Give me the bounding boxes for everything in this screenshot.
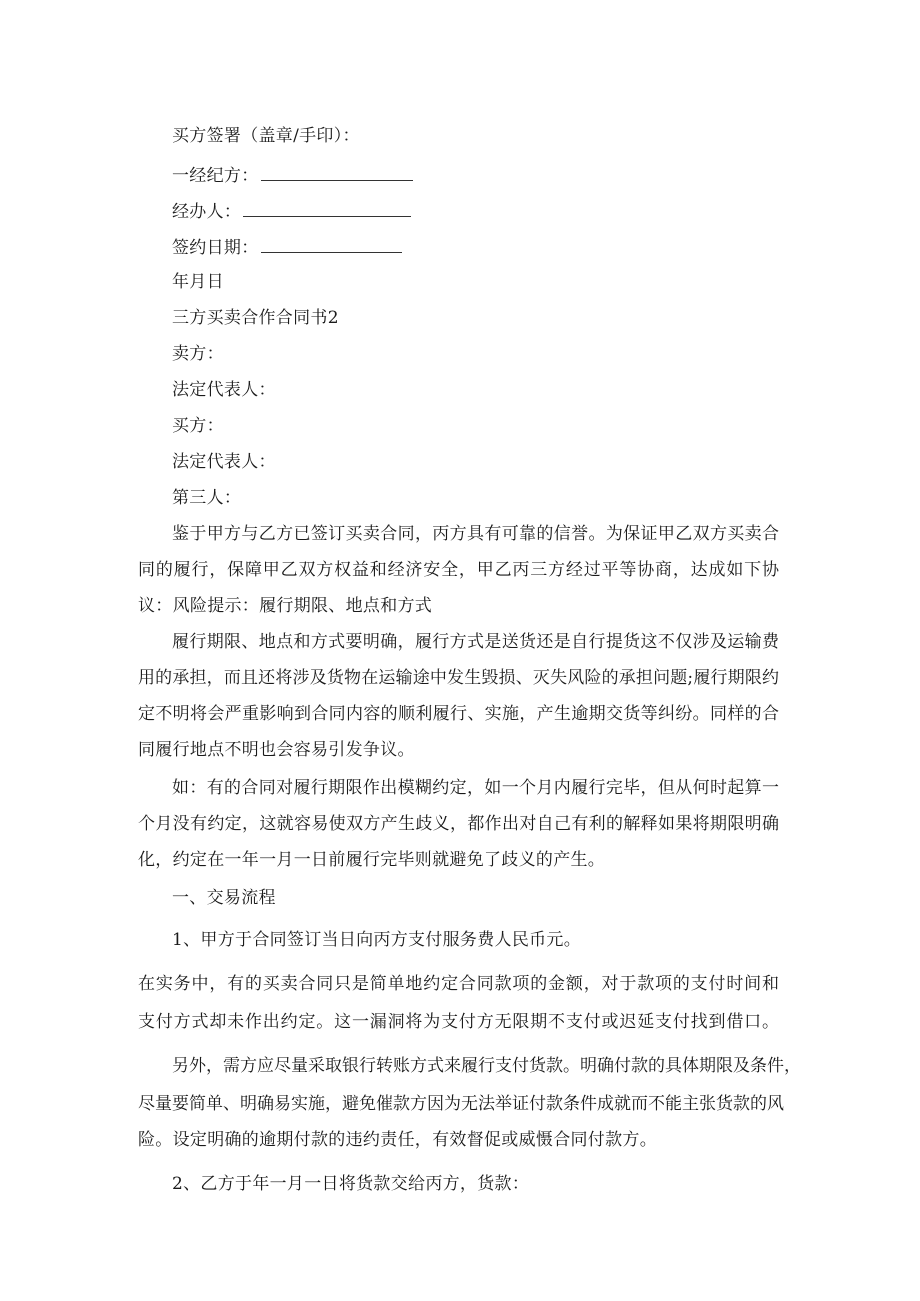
paragraph-line: 化，约定在一年一月一日前履行完毕则就避免了歧义的产生。 bbox=[138, 850, 606, 870]
paragraph-line: 履行期限、地点和方式要明确，履行方式是送货还是自行提货这不仅涉及运输费 bbox=[172, 632, 779, 652]
buyer-label: 买方： bbox=[172, 416, 224, 436]
paragraph-line: 另外，需方应尽量采取银行转账方式来履行支付货款。明确付款的具体期限及条件， bbox=[172, 1056, 801, 1076]
handler-field bbox=[172, 202, 411, 221]
broker-field bbox=[172, 166, 413, 185]
buyer-rep-label: 法定代表人： bbox=[172, 452, 276, 472]
buyer-signature-label: 买方签署（盖章/手印）： bbox=[172, 126, 360, 146]
section-heading: 一、交易流程 bbox=[172, 888, 276, 908]
paragraph-line: 尽量要简单、明确易实施，避免催款方因为无法举证付款条件成就而不能主张货款的风 bbox=[138, 1094, 784, 1114]
sign-date-blank bbox=[261, 238, 402, 253]
paragraph-line: 议：风险提示：履行期限、地点和方式 bbox=[138, 596, 433, 616]
paragraph-line: 险。设定明确的逾期付款的违约责任，有效督促或威慑合同付款方。 bbox=[138, 1130, 657, 1150]
paragraph-line: 定不明将会严重影响到合同内容的顺利履行、实施，产生逾期交货等纠纷。同样的合 bbox=[138, 704, 779, 724]
sign-date-label: 签约日期： bbox=[172, 238, 259, 258]
paragraph-line: 在实务中，有的买卖合同只是简单地约定合同款项的金额，对于款项的支付时间和 bbox=[138, 974, 779, 994]
paragraph-line: 同履行地点不明也会容易引发争议。 bbox=[138, 740, 415, 760]
broker-blank bbox=[261, 166, 413, 181]
paragraph-line: 个月没有约定，这就容易使双方产生歧义，都作出对自己有利的解释如果将期限明确 bbox=[138, 814, 779, 834]
paragraph-line: 如：有的合同对履行期限作出模糊约定，如一个月内履行完毕，但从何时起算一 bbox=[172, 778, 779, 798]
handler-blank bbox=[243, 202, 411, 217]
broker-label: 一经纪方： bbox=[172, 166, 259, 186]
paragraph-line: 支付方式却未作出约定。这一漏洞将为支付方无限期不支付或迟延支付找到借口。 bbox=[138, 1012, 779, 1032]
handler-label: 经办人： bbox=[172, 202, 242, 222]
seller-rep-label: 法定代表人： bbox=[172, 380, 276, 400]
clause-item: 1、甲方于合同签订当日向丙方支付服务费人民币元。 bbox=[172, 930, 582, 950]
sign-date-field bbox=[172, 238, 402, 257]
paragraph-line: 鉴于甲方与乙方已签订买卖合同，丙方具有可靠的信誉。为保证甲乙双方买卖合 bbox=[172, 524, 779, 544]
paragraph-line: 同的履行，保障甲乙双方权益和经济安全，甲乙丙三方经过平等协商，达成如下协 bbox=[138, 560, 779, 580]
date-ymd: 年月日 bbox=[172, 272, 224, 292]
paragraph-line: 用的承担，而且还将涉及货物在运输途中发生毁损、灭失风险的承担问题;履行期限约 bbox=[138, 668, 779, 688]
seller-label: 卖方： bbox=[172, 344, 224, 364]
contract-title: 三方买卖合作合同书2 bbox=[172, 308, 339, 328]
third-party-label: 第三人： bbox=[172, 488, 242, 508]
clause-item: 2、乙方于年一月一日将货款交给丙方，货款： bbox=[172, 1174, 530, 1194]
